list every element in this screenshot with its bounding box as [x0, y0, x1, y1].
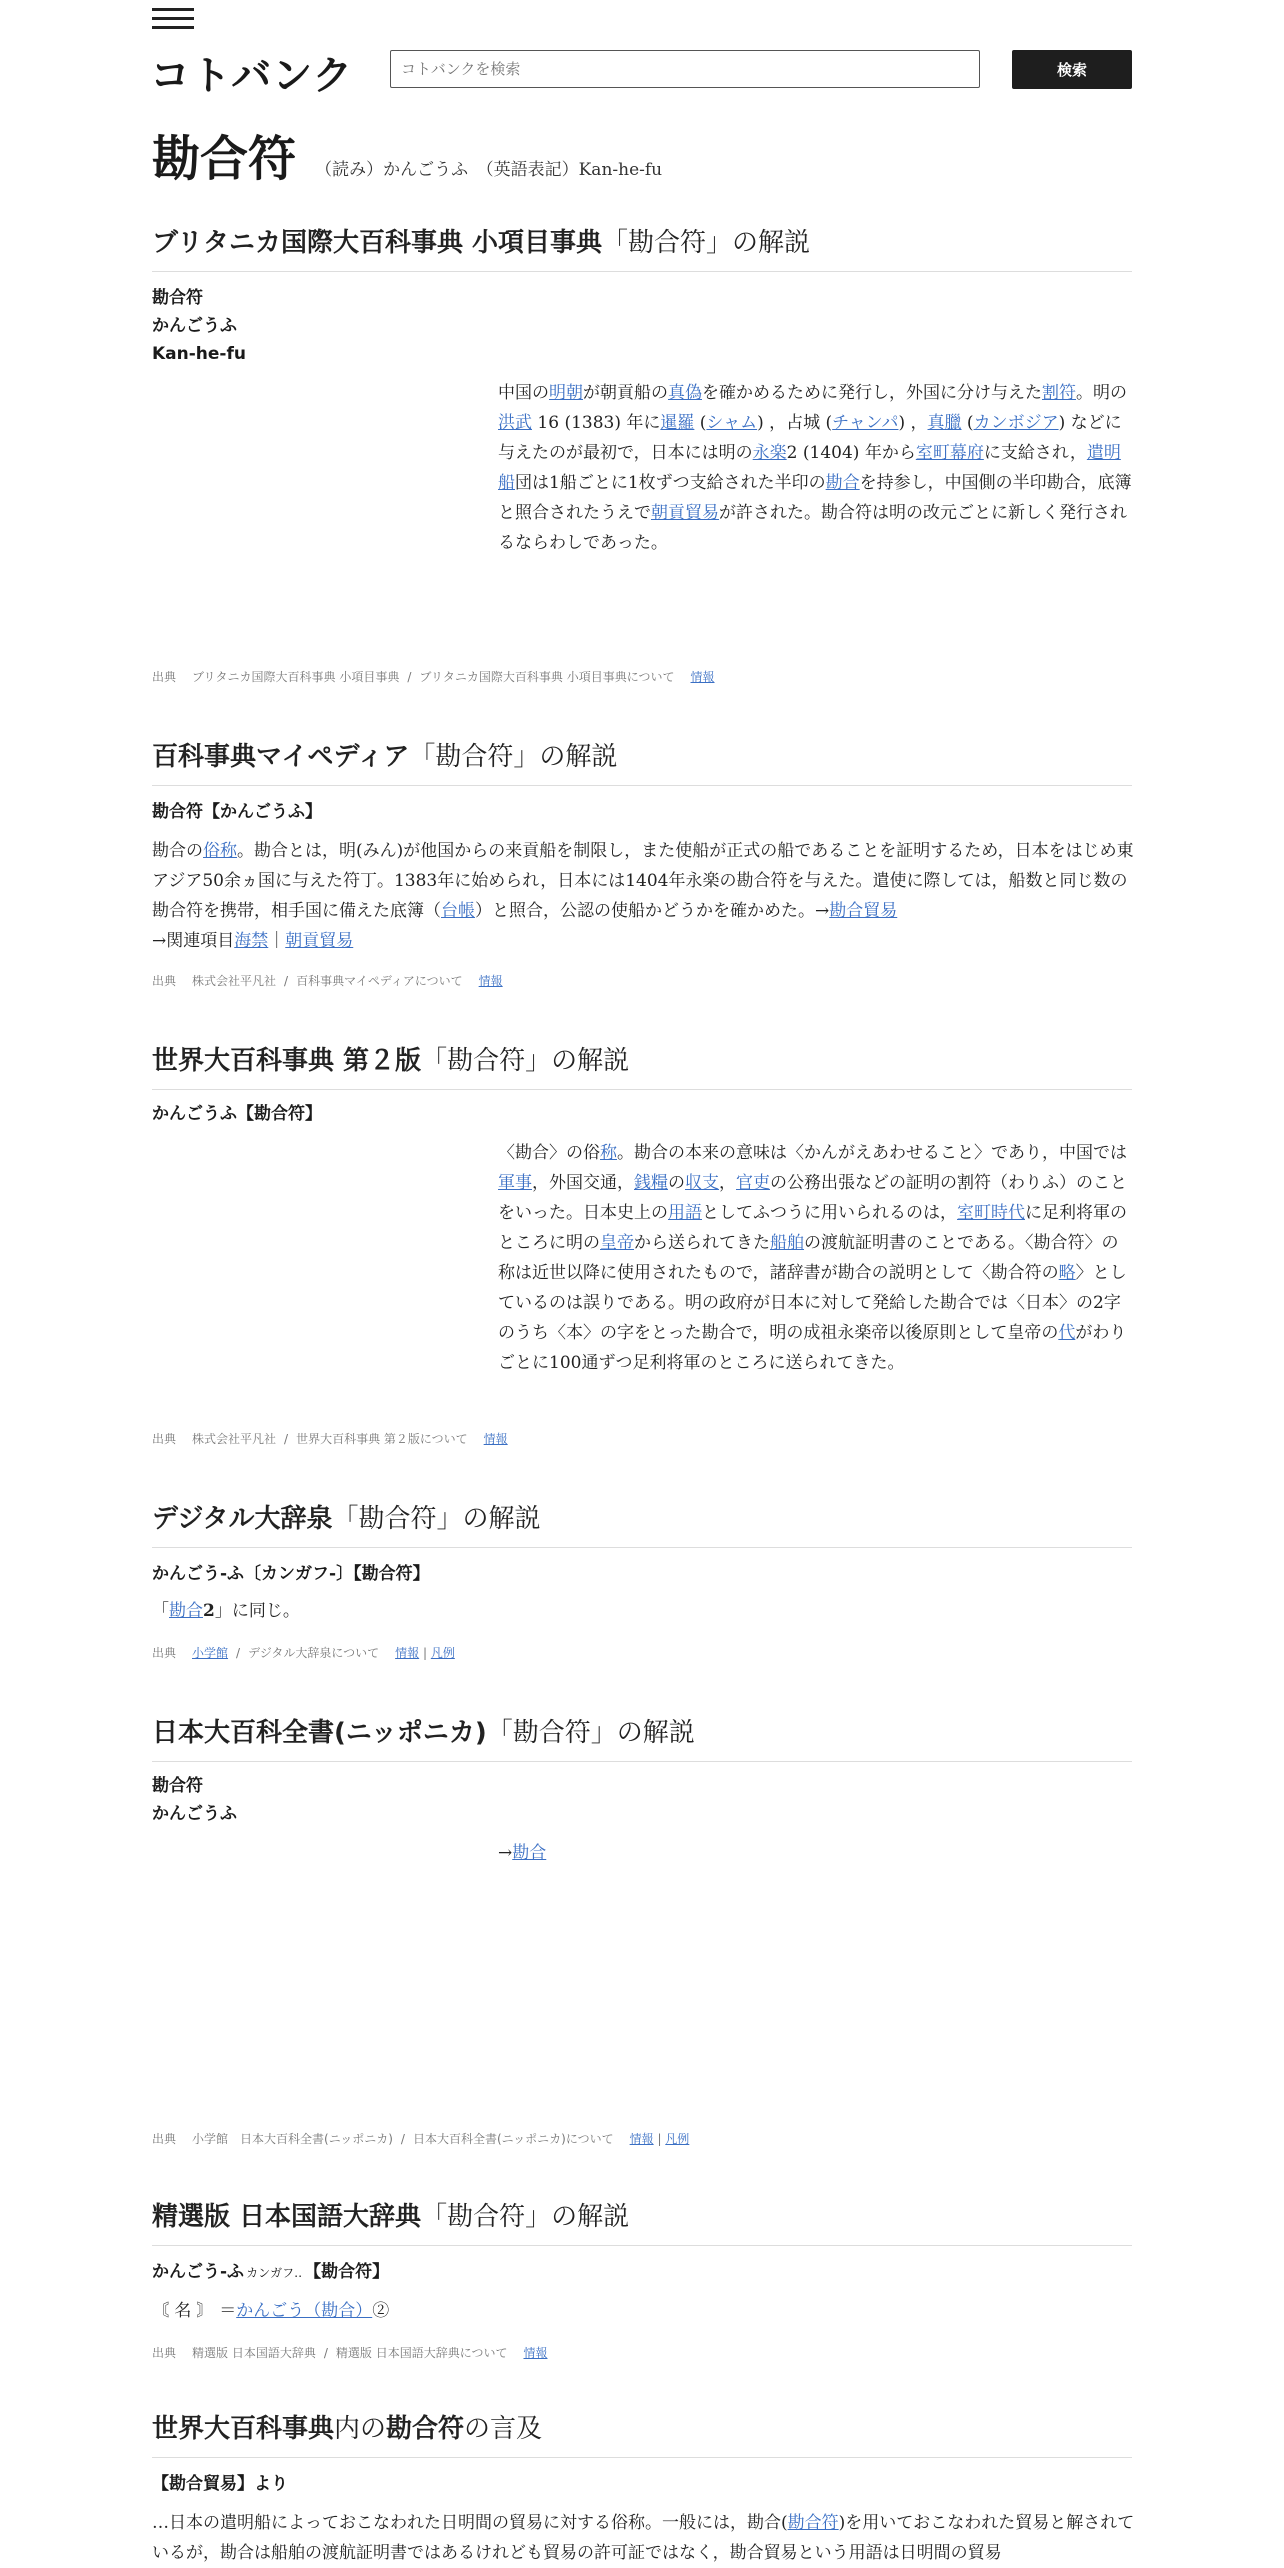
section-heading [152, 1712, 1132, 1762]
site-logo[interactable]: コトバンク [150, 53, 354, 99]
term-line: かんごう‐ふ〔カンガフ‐〕【勘合符】 [152, 1564, 430, 1584]
legend-link[interactable]: 凡例 [665, 2132, 690, 2146]
term-block [152, 1560, 430, 1588]
term-block [152, 284, 246, 368]
heading-suffix: 「勘合符」の解説 [486, 1718, 695, 1748]
link[interactable]: 代 [1058, 1323, 1076, 1343]
page-title: 勘合符 [152, 131, 297, 187]
link[interactable]: 洪武 [498, 413, 532, 433]
link[interactable]: 称 [600, 1143, 617, 1163]
link[interactable]: 明朝 [549, 383, 583, 403]
source-footer: 出典 株式会社平凡社 / 世界大百科事典 第２版について 情報 [152, 1432, 508, 1446]
link[interactable]: 船舶 [770, 1233, 804, 1253]
heading-suffix: 「勘合符」の解説 [421, 1046, 630, 1076]
link[interactable]: 暹羅 [660, 413, 695, 433]
source-footer: 出典 精選版 日本国語大辞典 / 精選版 日本国語大辞典について 情報 [152, 2346, 548, 2360]
link[interactable]: 朝貢貿易 [285, 931, 354, 951]
link[interactable]: チャンパ [832, 413, 899, 433]
entry-body: 中国の明朝が朝貢船の真偽を確かめるために発行し，外国に分け与えた割符。明の洪武 16 (1383) 年に暹羅 (シャム) ，占城 (チャンパ) ，真臘 (カンボジア) などに与えたのが最初で，日本には明の永楽2 (1404) 年から室町幕府に支給され，遣明船団は1船ごとに1枚ずつ支給された半印の勘合を持参し，中国側の半印勘合，底簿と照合されたうえで朝貢貿易が許された。勘合符は明の改元ごとに新しく発行されるならわしであった。 [498, 383, 1132, 553]
link[interactable]: 割符 [1042, 383, 1076, 403]
link[interactable]: 官吏 [736, 1173, 770, 1193]
term-block [152, 1100, 322, 1128]
term-kana: カンガフ‥ [246, 2266, 303, 2280]
search-input[interactable] [390, 50, 980, 88]
link[interactable]: 真偽 [668, 383, 702, 403]
term-line: かんごうふ [152, 316, 237, 336]
entry-body: 〈勘合〉の俗称。勘合の本来の意味は〈かんがえあわせること〉であり，中国では軍事，外国交通，銭糧の収支，官吏の公務出張などの証明の割符（わりふ）のことをいった。日本史上の用語としてふつうに用いられるのは，室町時代に足利将軍のところに明の皇帝から送られてきた船舶の渡航証明書のことである。〈勘合符〉の称は近世以降に使用されたもので，諸辞書が勘合の説明として〈勘合符の略〉としているのは誤りである。明の政府が日本に対して発給した勘合では〈日本〉の2字のうち〈本〉の字をとった勘合で，明の成祖永楽帝以後原則として皇帝の代がわりごとに100通ずつ足利将軍のところに送られてきた。 [498, 1143, 1127, 1373]
menu-icon[interactable] [152, 8, 194, 32]
link[interactable]: 用語 [668, 1203, 702, 1223]
section-heading [152, 1498, 1132, 1548]
info-link[interactable]: 情報 [690, 670, 715, 684]
section-heading [152, 222, 1132, 272]
source-name: 世界大百科事典 第２版 [152, 1046, 422, 1076]
source-footer: 出典 株式会社平凡社 / 百科事典マイペディアについて 情報 [152, 974, 503, 988]
section-heading: 世界大百科事典内の勘合符の言及 [152, 2408, 1132, 2458]
link[interactable]: 永楽 [752, 443, 787, 463]
section-heading [152, 2196, 1132, 2246]
link[interactable]: 勘合貿易 [829, 901, 898, 921]
link[interactable]: 朝貢貿易 [651, 503, 719, 523]
term-line: かんごうふ [152, 1804, 237, 1824]
info-link[interactable]: 情報 [523, 2346, 548, 2360]
term-block [152, 798, 322, 826]
heading-suffix: 「勘合符」の解説 [602, 228, 811, 258]
link[interactable]: 略 [1058, 1263, 1076, 1283]
link[interactable]: かんごう（勘合） [236, 2301, 373, 2321]
page-title-row [152, 120, 662, 189]
term-line: 勘合符【かんごうふ】 [152, 802, 322, 822]
section-heading [152, 1040, 1132, 1090]
entry-body: 「勘合2」に同じ。 [152, 1601, 300, 1621]
heading-suffix: 「勘合符」の解説 [421, 2202, 630, 2232]
mention-subhead: 【勘合貿易】より [152, 2474, 288, 2494]
link[interactable]: 皇帝 [600, 1233, 634, 1253]
source-name: ブリタニカ国際大百科事典 小項目事典 [152, 228, 603, 258]
link[interactable]: 収支 [685, 1173, 719, 1193]
link[interactable]: 銭糧 [634, 1173, 668, 1193]
link[interactable]: 台帳 [441, 901, 475, 921]
info-link[interactable]: 情報 [395, 1646, 420, 1660]
search-button[interactable]: 検索 [1012, 50, 1132, 89]
source-name: 日本大百科全書(ニッポニカ) [152, 1718, 487, 1748]
info-link[interactable]: 情報 [478, 974, 503, 988]
source-footer: 出典 小学館 / デジタル大辞泉について 情報 | 凡例 [152, 1646, 455, 1660]
source-footer: 出典 小学館 日本大百科全書(ニッポニカ) / 日本大百科全書(ニッポニカ)について 情報 | 凡例 [152, 2132, 690, 2146]
link[interactable]: 室町幕府 [915, 443, 984, 463]
term-end: 【勘合符】 [304, 2262, 390, 2282]
entry-body: →勘合 [498, 1843, 547, 1863]
mention-body: …日本の遣明船によっておこなわれた日明間の貿易に対する俗称。一般には，勘合(勘合符)を用いておこなわれた貿易と解されているが，勘合は船舶の渡航証明書ではあるけれども貿易の許可証ではなく，勘合貿易という用語は日明間の貿易 [152, 2513, 1135, 2563]
term-block [152, 2258, 389, 2287]
publisher-link[interactable]: 小学館 [192, 1646, 229, 1660]
source-name: 精選版 日本国語大辞典 [152, 2202, 422, 2232]
info-link[interactable]: 情報 [629, 2132, 654, 2146]
reading-note: （読み）かんごうふ （英語表記）Kan-he-fu [315, 160, 663, 180]
heading-suffix: 「勘合符」の解説 [332, 1504, 541, 1534]
legend-link[interactable]: 凡例 [430, 1646, 455, 1660]
term-line: 勘合符 [152, 1776, 203, 1796]
link[interactable]: 遣明船 [498, 443, 1121, 493]
source-footer: 出典 ブリタニカ国際大百科事典 小項目事典 / ブリタニカ国際大百科事典 小項目事典について 情報 [152, 670, 715, 684]
info-link[interactable]: 情報 [483, 1432, 508, 1446]
source-name: 世界大百科事典 [152, 2414, 335, 2444]
link[interactable]: 勘合符 [787, 2513, 839, 2533]
term-line: かんごうふ【勘合符】 [152, 1104, 322, 1124]
heading-suffix: 「勘合符」の解説 [409, 742, 618, 772]
section-heading [152, 736, 1132, 786]
entry-body: 〘 名 〙 ＝かんごう（勘合）② [152, 2301, 390, 2321]
term-line: Kan-he-fu [152, 344, 246, 364]
link[interactable]: 軍事 [498, 1173, 532, 1193]
link[interactable]: 俗称 [203, 841, 237, 861]
link[interactable]: 勘合 [169, 1601, 203, 1621]
entry-body: 勘合の俗称。勘合とは，明(みん)が他国からの来貢船を制限し，また使船が正式の船であることを証明するため，日本をはじめ東アジア50余ヵ国に与えた符丁。1383年に始められ，日本には1404年永楽の勘合符を与えた。遣使に際しては，船数と同じ数の勘合符を携帯，相手国に備えた底簿（台帳）と照合，公認の使船かどうかを確かめた。→勘合貿易 →関連項目海禁｜朝貢貿易 [152, 841, 1134, 951]
link[interactable]: カンボジア [973, 413, 1059, 433]
term-main: かんごう‐ふ [152, 2262, 245, 2282]
link[interactable]: 真臘 [927, 413, 962, 433]
link[interactable]: シャム [706, 413, 758, 433]
source-name: デジタル大辞泉 [152, 1504, 333, 1534]
term-block [152, 1772, 237, 1828]
link[interactable]: 勘合 [825, 473, 860, 493]
link[interactable]: 海禁 [234, 931, 269, 951]
term-line: 勘合符 [152, 288, 203, 308]
link[interactable]: 勘合 [512, 1843, 547, 1863]
source-name: 百科事典マイペディア [152, 742, 410, 772]
link[interactable]: 室町時代 [957, 1203, 1025, 1223]
